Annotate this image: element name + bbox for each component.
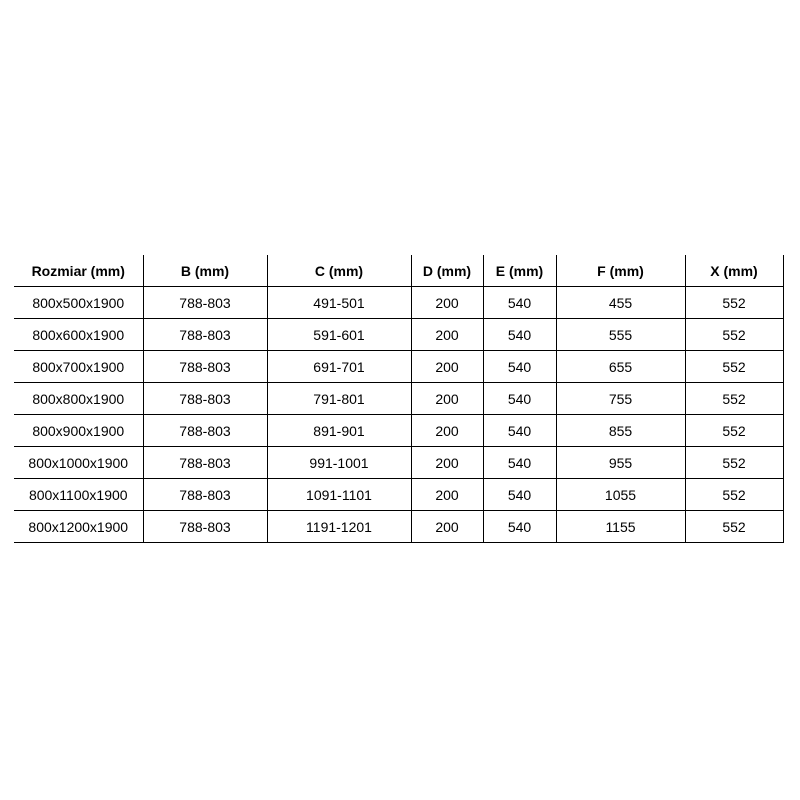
table-row: [14, 479, 783, 511]
size-table-body: [14, 287, 783, 543]
table-cell: 788-803: [143, 415, 267, 447]
table-cell: 200: [411, 415, 483, 447]
table-cell: 555: [556, 319, 685, 351]
table-cell: 788-803: [143, 511, 267, 543]
table-cell: 540: [483, 287, 556, 319]
table-cell: 855: [556, 415, 685, 447]
table-cell: 891-901: [267, 415, 411, 447]
column-header: E (mm): [483, 255, 556, 287]
table-cell: 552: [685, 479, 783, 511]
column-header: X (mm): [685, 255, 783, 287]
table-cell: 788-803: [143, 287, 267, 319]
table-cell: 200: [411, 319, 483, 351]
table-cell: 552: [685, 511, 783, 543]
table-cell: 755: [556, 383, 685, 415]
table-cell: 552: [685, 383, 783, 415]
table-cell: 800x1100x1900: [14, 479, 143, 511]
table-cell: 455: [556, 287, 685, 319]
size-table-head: [14, 255, 783, 287]
table-cell: 788-803: [143, 383, 267, 415]
table-cell: 540: [483, 383, 556, 415]
table-cell: 788-803: [143, 479, 267, 511]
table-cell: 552: [685, 351, 783, 383]
table-cell: 1155: [556, 511, 685, 543]
table-cell: 788-803: [143, 351, 267, 383]
header-row: [14, 255, 783, 287]
table-cell: 540: [483, 479, 556, 511]
table-cell: 591-601: [267, 319, 411, 351]
table-cell: 491-501: [267, 287, 411, 319]
table-cell: 655: [556, 351, 685, 383]
table-cell: 200: [411, 447, 483, 479]
size-table-container: [14, 255, 784, 543]
table-cell: 955: [556, 447, 685, 479]
table-cell: 800x900x1900: [14, 415, 143, 447]
column-header: C (mm): [267, 255, 411, 287]
table-cell: 552: [685, 287, 783, 319]
table-cell: 788-803: [143, 319, 267, 351]
column-header: B (mm): [143, 255, 267, 287]
table-cell: 791-801: [267, 383, 411, 415]
table-row: [14, 415, 783, 447]
table-cell: 540: [483, 415, 556, 447]
table-cell: 691-701: [267, 351, 411, 383]
table-cell: 200: [411, 287, 483, 319]
table-cell: 540: [483, 351, 556, 383]
table-row: [14, 447, 783, 479]
column-header: D (mm): [411, 255, 483, 287]
table-cell: 800x700x1900: [14, 351, 143, 383]
table-row: [14, 383, 783, 415]
table-cell: 788-803: [143, 447, 267, 479]
column-header: Rozmiar (mm): [14, 255, 143, 287]
table-cell: 552: [685, 415, 783, 447]
table-cell: 800x600x1900: [14, 319, 143, 351]
table-row: [14, 351, 783, 383]
table-cell: 200: [411, 383, 483, 415]
table-cell: 200: [411, 479, 483, 511]
table-cell: 1191-1201: [267, 511, 411, 543]
column-header: F (mm): [556, 255, 685, 287]
table-row: [14, 511, 783, 543]
table-cell: 800x1000x1900: [14, 447, 143, 479]
table-cell: 200: [411, 351, 483, 383]
size-table: [14, 255, 784, 543]
table-cell: 540: [483, 511, 556, 543]
table-cell: 800x800x1900: [14, 383, 143, 415]
table-cell: 540: [483, 447, 556, 479]
table-cell: 1091-1101: [267, 479, 411, 511]
table-cell: 1055: [556, 479, 685, 511]
table-cell: 991-1001: [267, 447, 411, 479]
table-cell: 552: [685, 319, 783, 351]
table-cell: 800x1200x1900: [14, 511, 143, 543]
table-row: [14, 287, 783, 319]
table-row: [14, 319, 783, 351]
table-cell: 552: [685, 447, 783, 479]
table-cell: 540: [483, 319, 556, 351]
table-cell: 800x500x1900: [14, 287, 143, 319]
table-cell: 200: [411, 511, 483, 543]
